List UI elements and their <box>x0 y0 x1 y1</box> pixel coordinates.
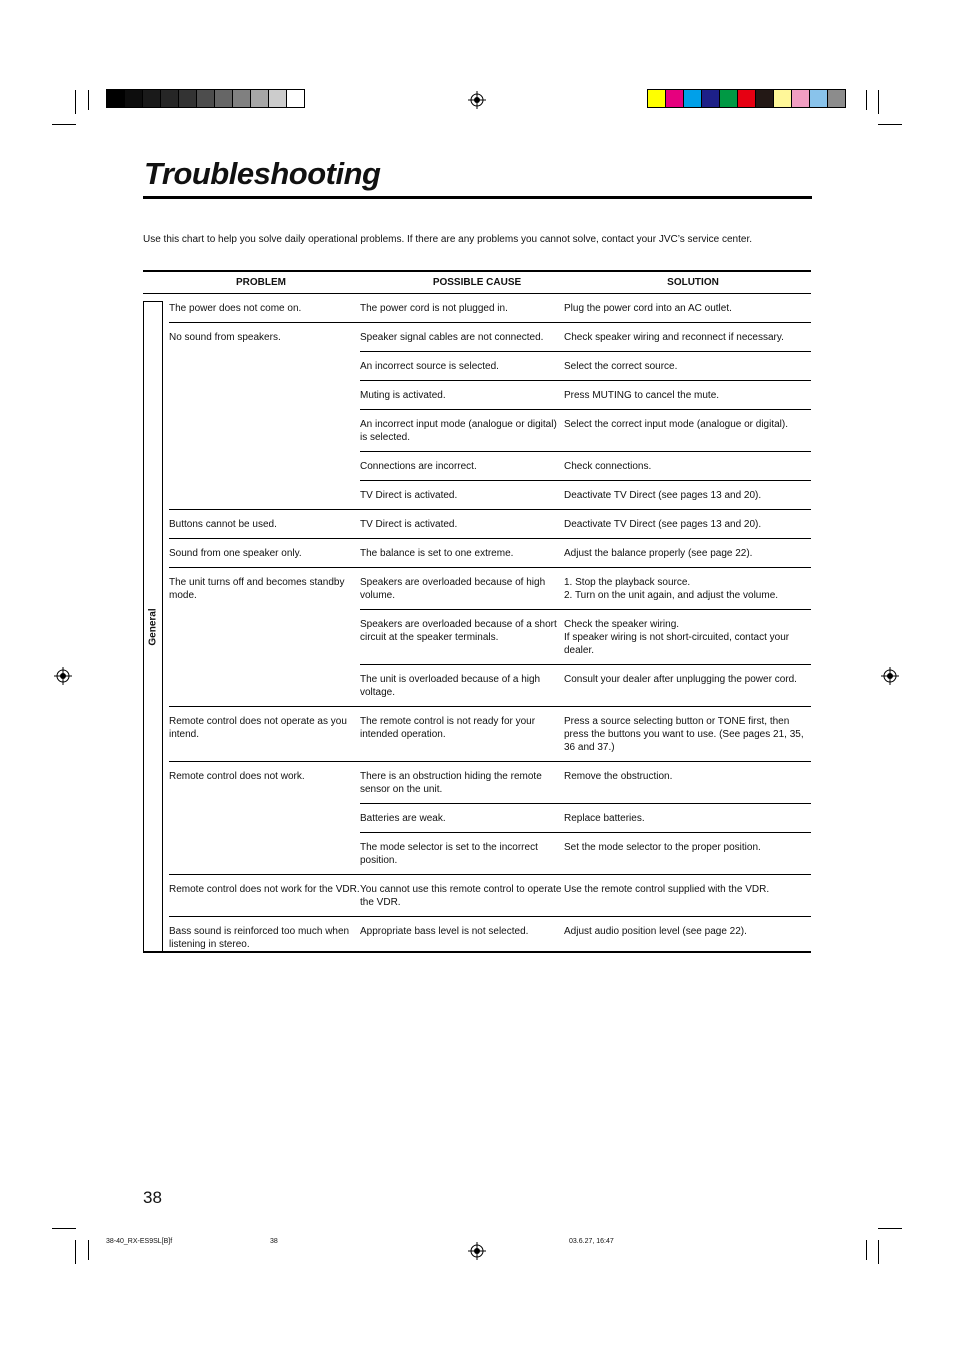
gray-swatch <box>197 90 215 107</box>
color-swatch <box>756 90 774 107</box>
cause-solution-group <box>360 323 811 509</box>
cause-cell: Connections are incorrect. <box>360 461 477 472</box>
cause-solution-pair <box>360 917 811 945</box>
solution-cell: Select the correct input mode (analogue or digital). <box>564 419 789 430</box>
table-body <box>143 294 811 951</box>
cause-cell: There is an obstruction hiding the remote sensor on the unit. <box>360 771 542 795</box>
color-swatch <box>738 90 756 107</box>
troubleshooting-table <box>143 270 811 953</box>
color-swatch <box>702 90 720 107</box>
header-solution: SOLUTION <box>667 277 719 288</box>
cause-cell: The balance is set to one extreme. <box>360 548 514 559</box>
solution-cell: Replace batteries. <box>564 813 645 824</box>
registration-mark-icon <box>54 667 72 685</box>
cause-cell: Speakers are overloaded because of a short circuit at the speaker terminals. <box>360 619 557 643</box>
solution-cell: Deactivate TV Direct (see pages 13 and 20). <box>564 519 762 530</box>
cause-solution-group <box>360 875 811 916</box>
table-row <box>169 323 811 510</box>
page-title: Troubleshooting <box>144 156 381 191</box>
cause-solution-pair <box>360 539 811 567</box>
cause-solution-pair <box>360 381 811 410</box>
solution-cell: Set the mode selector to the proper position. <box>564 842 761 853</box>
footer-timestamp: 03.6.27, 16:47 <box>569 1238 614 1245</box>
color-swatch <box>684 90 702 107</box>
cause-solution-pair <box>360 481 811 509</box>
cause-cell: TV Direct is activated. <box>360 519 458 530</box>
cause-solution-pair <box>360 510 811 538</box>
color-swatch <box>792 90 810 107</box>
problem-cell: Remote control does not operate as you intend. <box>169 716 347 740</box>
table-bottom-rule <box>143 951 811 953</box>
cause-solution-pair <box>360 707 811 761</box>
problem-cell: Buttons cannot be used. <box>169 519 277 530</box>
table-row <box>169 875 811 917</box>
cause-cell: Speaker signal cables are not connected. <box>360 332 544 343</box>
table-row <box>169 707 811 762</box>
cause-solution-pair <box>360 610 811 665</box>
gray-swatch <box>143 90 161 107</box>
color-swatch <box>828 90 845 107</box>
cause-cell: The power cord is not plugged in. <box>360 303 508 314</box>
solution-cell: Plug the power cord into an AC outlet. <box>564 303 732 314</box>
registration-mark-icon <box>881 667 899 685</box>
solution-cell: 1. Stop the playback source. 2. Turn on the unit again, and adjust the volume. <box>564 577 779 601</box>
cause-solution-group <box>360 568 811 706</box>
problem-cell: The power does not come on. <box>169 303 302 314</box>
cause-solution-pair <box>360 875 811 916</box>
solution-cell: Press MUTING to cancel the mute. <box>564 390 720 401</box>
section-label: General <box>147 607 159 646</box>
cause-solution-pair <box>360 804 811 833</box>
gray-swatch <box>161 90 179 107</box>
grayscale-color-bar <box>106 89 305 108</box>
intro-text: Use this chart to help you solve daily operational problems. If there are any problems you cannot solve, contact your JVC’s service center. <box>143 234 753 245</box>
color-swatch <box>648 90 666 107</box>
header-problem: PROBLEM <box>236 277 286 288</box>
color-swatch <box>720 90 738 107</box>
cause-solution-pair <box>360 833 811 874</box>
gray-swatch <box>269 90 287 107</box>
cause-solution-group <box>360 917 811 951</box>
table-rows <box>169 294 811 951</box>
page-number: 38 <box>143 1188 162 1207</box>
footer-page: 38 <box>270 1238 278 1245</box>
table-row <box>169 510 811 539</box>
color-swatch <box>774 90 792 107</box>
cause-cell: The mode selector is set to the incorrect position. <box>360 842 538 866</box>
cause-solution-pair <box>360 452 811 481</box>
solution-cell: Use the remote control supplied with the VDR. <box>564 884 770 895</box>
solution-cell: Check connections. <box>564 461 652 472</box>
cause-cell: You cannot use this remote control to operate the VDR. <box>360 884 562 908</box>
color-swatch <box>666 90 684 107</box>
solution-cell: Check the speaker wiring. If speaker wiring is not short-circuited, contact your dealer. <box>564 619 790 656</box>
solution-cell: Check speaker wiring and reconnect if necessary. <box>564 332 784 343</box>
registration-mark-icon <box>468 1242 486 1260</box>
gray-swatch <box>215 90 233 107</box>
problem-cell: Remote control does not work. <box>169 771 305 782</box>
gray-swatch <box>233 90 251 107</box>
cause-cell: Muting is activated. <box>360 390 446 401</box>
gray-swatch <box>251 90 269 107</box>
cause-cell: Appropriate bass level is not selected. <box>360 926 529 937</box>
problem-cell: Sound from one speaker only. <box>169 548 302 559</box>
problem-cell: The unit turns off and becomes standby mode. <box>169 577 345 601</box>
solution-cell: Adjust audio position level (see page 22). <box>564 926 747 937</box>
gray-swatch <box>125 90 143 107</box>
header-cause: POSSIBLE CAUSE <box>432 277 522 288</box>
cause-solution-pair <box>360 410 811 452</box>
solution-cell: Consult your dealer after unplugging the power cord. <box>564 674 797 685</box>
cause-solution-group <box>360 762 811 874</box>
footer-filename: 38-40_RX-ES9SL[B]f <box>106 1238 173 1245</box>
cause-cell: An incorrect source is selected. <box>360 361 499 372</box>
problem-cell: Remote control does not work for the VDR. <box>169 884 360 895</box>
solution-cell: Adjust the balance properly (see page 22). <box>564 548 753 559</box>
color-swatch <box>810 90 828 107</box>
cause-cell: TV Direct is activated. <box>360 490 458 501</box>
cause-cell: The unit is overloaded because of a high voltage. <box>360 674 541 698</box>
cause-solution-pair <box>360 352 811 381</box>
gray-swatch <box>287 90 304 107</box>
gray-swatch <box>107 90 125 107</box>
solution-cell: Select the correct source. <box>564 361 678 372</box>
gray-swatch <box>179 90 197 107</box>
table-row <box>169 917 811 951</box>
table-row <box>169 568 811 707</box>
process-color-bar <box>647 89 846 108</box>
cause-cell: An incorrect input mode (analogue or digital) is selected. <box>360 419 557 443</box>
title-divider <box>143 196 812 199</box>
solution-cell: Deactivate TV Direct (see pages 13 and 20). <box>564 490 762 501</box>
cause-solution-pair <box>360 665 811 706</box>
cause-solution-pair <box>360 323 811 352</box>
cause-solution-pair <box>360 294 811 322</box>
registration-mark-icon <box>468 91 486 109</box>
table-row <box>169 294 811 323</box>
table-header <box>143 272 811 294</box>
cause-solution-pair <box>360 762 811 804</box>
problem-cell: Bass sound is reinforced too much when listening in stereo. <box>169 926 350 950</box>
table-row <box>169 762 811 875</box>
solution-cell: Remove the obstruction. <box>564 771 673 782</box>
cause-cell: Batteries are weak. <box>360 813 446 824</box>
section-column <box>143 301 163 951</box>
cause-solution-group <box>360 707 811 761</box>
table-row <box>169 539 811 568</box>
cause-cell: The remote control is not ready for your intended operation. <box>360 716 536 740</box>
cause-solution-pair <box>360 568 811 610</box>
problem-cell: No sound from speakers. <box>169 332 281 343</box>
cause-solution-group <box>360 510 811 538</box>
solution-cell: Press a source selecting button or TONE first, then press the buttons you want to use. (See pages 21, 35, 36 and 37.) <box>564 716 804 753</box>
cause-cell: Speakers are overloaded because of high volume. <box>360 577 546 601</box>
cause-solution-group <box>360 539 811 567</box>
cause-solution-group <box>360 294 811 322</box>
